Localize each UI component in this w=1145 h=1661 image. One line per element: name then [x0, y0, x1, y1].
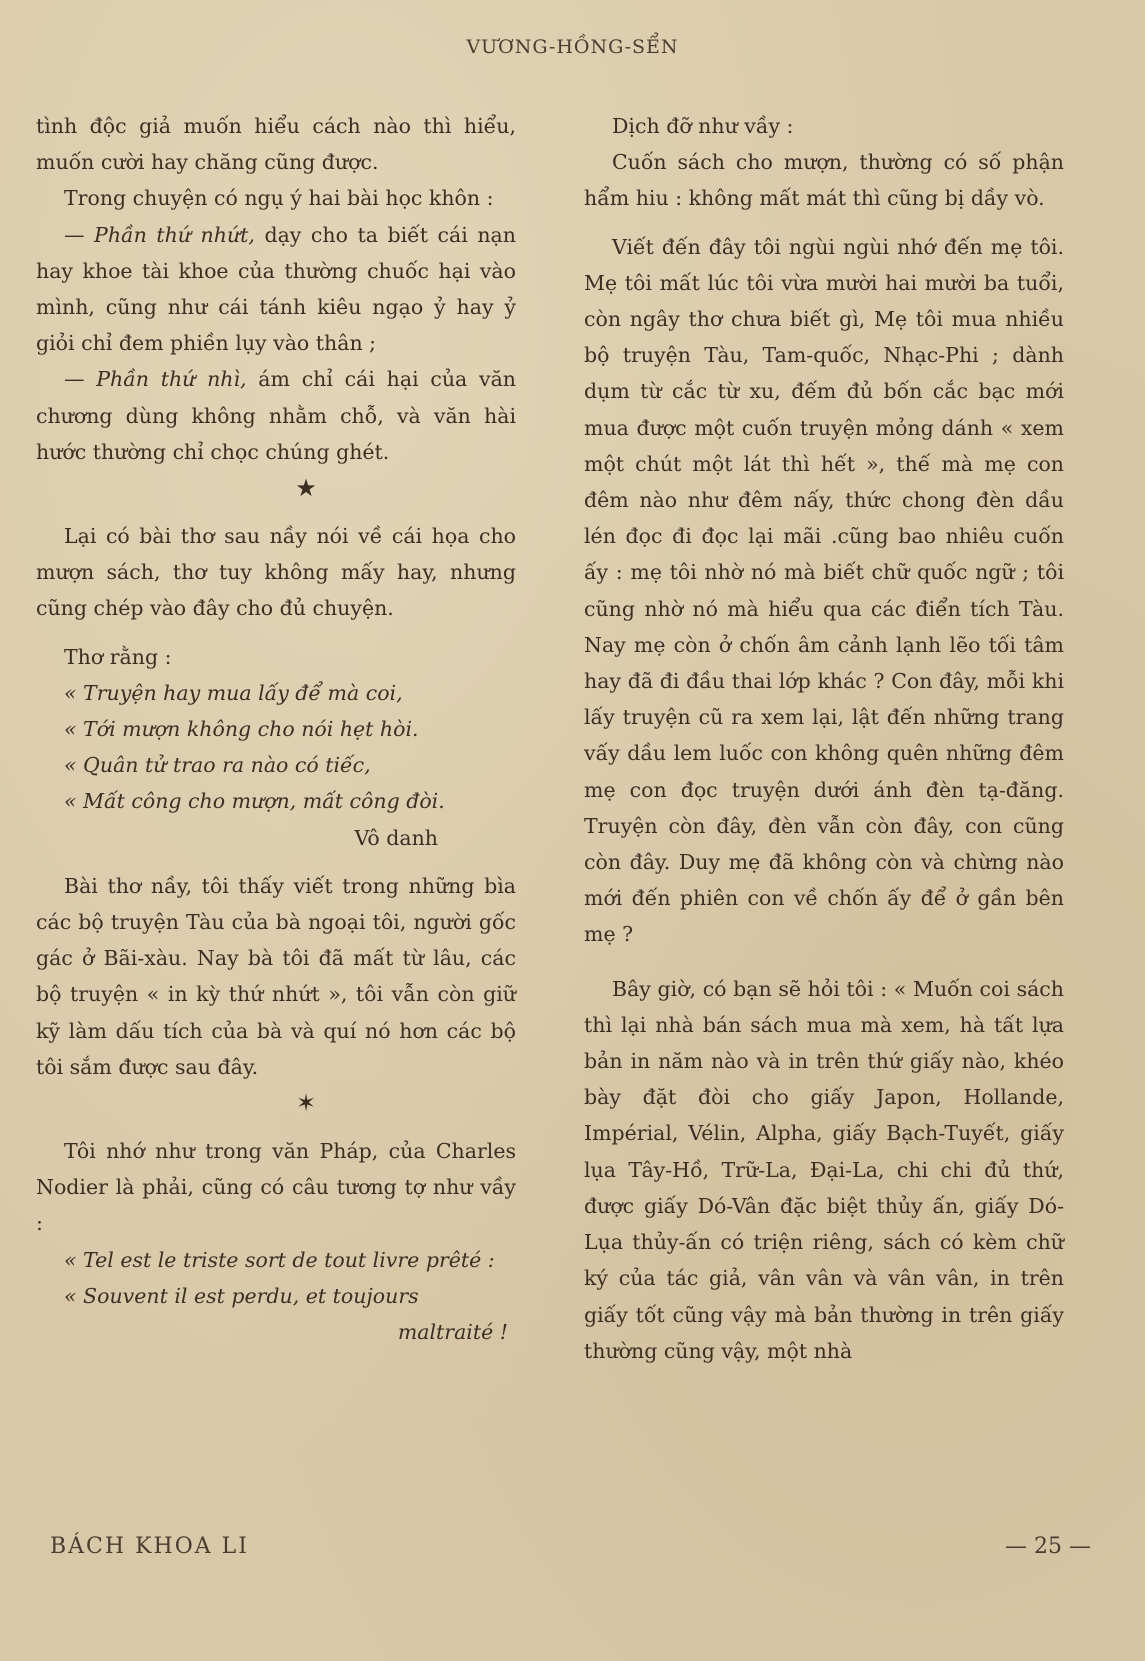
- section-star: ★: [295, 474, 317, 503]
- french-quote-line: « Souvent il est perdu, et toujours: [64, 1283, 419, 1308]
- poem-line: « Truyện hay mua lấy để mà coi,: [64, 680, 403, 705]
- paragraph: Dịch đỡ như vầy :: [612, 114, 794, 138]
- paragraph: Lại có bài thơ sau nầy nói về cái họa cho mượn sách, thơ tuy không mấy hay, nhưng cũng chép vào đây cho đủ chuyện.: [36, 524, 516, 621]
- paragraph: — Phần thứ nhứt, dạy cho ta biết cái nạn hay khoe tài khoe của thường chuốc hại vào mình, cũng như cái tánh kiêu ngạo ỷ hay ỷ giỏi chỉ đem phiền lụy vào thân ;: [36, 222, 516, 356]
- paragraph-text: ám chỉ cái hại của văn chương dùng không nhằm chỗ, và văn hài hước thường chỉ chọc chúng ghét.: [36, 367, 516, 464]
- poem-line: « Mất công cho mượn, mất công đòi.: [64, 789, 445, 814]
- poem-line: « Quân tử trao ra nào có tiếc,: [64, 753, 371, 778]
- page-number: — 25 —: [1005, 1534, 1091, 1559]
- emphasis: Phần thứ nhứt,: [94, 222, 255, 247]
- poem-author: Vô danh: [354, 825, 438, 850]
- paragraph: Tôi nhớ như trong văn Pháp, của Charles Nodier là phải, cũng có câu tương tợ như vầy :: [36, 1139, 516, 1236]
- french-quote-line: maltraité !: [397, 1320, 508, 1345]
- french-quote-line: « Tel est le triste sort de tout livre prêté :: [64, 1247, 495, 1272]
- paragraph: Trong chuyện có ngụ ý hai bài học khôn :: [64, 186, 494, 211]
- paragraph: tình độc giả muốn hiểu cách nào thì hiểu, muốn cười hay chăng cũng được.: [36, 114, 516, 175]
- paragraph-text: dạy cho ta biết cái nạn hay khoe tài khoe của thường chuốc hại vào mình, cũng như cái tánh kiêu ngạo ỷ hay ỷ giỏi chỉ đem phiền lụy vào thân ;: [36, 222, 516, 356]
- paragraph: Bài thơ nầy, tôi thấy viết trong những bìa các bộ truyện Tàu của bà ngoại tôi, người gốc gác ở Bãi-xàu. Nay bà tôi đã mất từ lâu, các bộ truyện « in kỳ thứ nhứt », tôi vẫn còn giữ kỹ làm dấu tích của bà và quí nó hơn các bộ tôi sắm được sau đây.: [36, 873, 516, 1079]
- left-column: [36, 108, 516, 1350]
- right-column: [584, 108, 1064, 1369]
- paragraph: Viết đến đây tôi ngùi ngùi nhớ đến mẹ tôi. Mẹ tôi mất lúc tôi vừa mười hai mười ba tuổi, còn ngây thơ chưa biết gì, Mẹ tôi mua nhiều bộ truyện Tàu, Tam-quốc, Nhạc-Phi ; dành dụm từ cắc từ xu, đếm đủ bốn cắc bạc mới mua được một cuốn truyện mỏng dánh « xem một chút một lát thì hết », thế mà mẹ con đêm nào như đêm nấy, thức chong đèn dầu lén đọc đi đọc lại mãi .cũng bao nhiêu cuốn ấy : mẹ tôi nhờ nó mà biết chữ quốc ngữ ; tôi cũng nhờ nó mà hiểu qua các điển tích Tàu. Nay mẹ còn ở chốn âm cảnh lạnh lẽo tối tâm hay đã đi đầu thai lớp khác ? Con đây, mỗi khi lấy truyện cũ ra xem lại, lật đến những trang vấy dầu lem luốc con không quên những đêm mẹ con đọc truyện dưới ánh đèn tạ-đăng. Truyện còn đây, đèn vẫn còn đây, con cũng còn đây. Duy mẹ đã không còn và chừng nào mới đến phiên con về chốn ấy để ở gần bên mẹ ?: [584, 234, 1064, 947]
- paragraph: — Phần thứ nhì, ám chỉ cái hại của văn chương dùng không nhằm chỗ, và văn hài hước thường chỉ chọc chúng ghét.: [36, 367, 516, 464]
- poem-intro: Thơ rằng :: [64, 644, 172, 669]
- emphasis: Phần thứ nhì,: [96, 367, 247, 392]
- poem-line: « Tới mượn không cho nói hẹt hòi.: [64, 717, 419, 742]
- paragraph: Bây giờ, có bạn sẽ hỏi tôi : « Muốn coi sách thì lại nhà bán sách mua mà xem, hà tất lựa bản in năm nào và in trên thứ giấy nào, khéo bày đặt đòi cho giấy Japon, Hollande, Impérial, Vélin, Alpha, giấy Bạch-Tuyết, giấy lụa Tây-Hồ, Trữ-La, Đại-La, chi chi đủ thứ, được giấy Dó-Vân đặc biệt thủy ấn, giấy Dó-Lụa thủy-ấn có triện riêng, sách có kèm chữ ký của tác giả, vân vân và vân vân, in trên giấy tốt cũng vậy mà bản thường in trên giấy thường cũng vậy, một nhà: [584, 976, 1064, 1363]
- magazine-name: BÁCH KHOA LI: [50, 1534, 249, 1559]
- section-star: ✶: [295, 1089, 317, 1118]
- running-head: VƯƠNG-HỒNG-SỂN: [466, 36, 679, 58]
- paragraph: Cuốn sách cho mượn, thường có số phận hẩm hiu : không mất mát thì cũng bị dầy vò.: [584, 150, 1064, 211]
